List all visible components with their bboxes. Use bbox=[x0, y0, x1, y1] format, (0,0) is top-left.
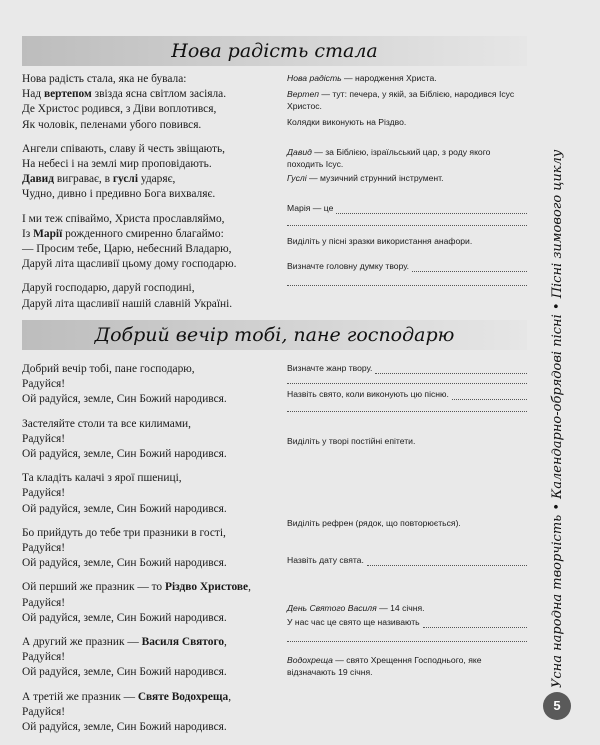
section-sidebar bbox=[530, 149, 570, 688]
song1-lyrics bbox=[22, 72, 272, 321]
note-vertep-joy: Нова радість — народження Христа. bbox=[287, 73, 437, 83]
lyric-line: Чудно, дивно і предивно Бога вихваляє. bbox=[22, 188, 216, 201]
lyric-line: Радуйся! bbox=[22, 705, 66, 718]
lyric-line: Ой радуйся, земле, Син Божий народився. bbox=[22, 721, 227, 734]
answer-line[interactable] bbox=[336, 205, 527, 214]
song2-stanza bbox=[22, 362, 272, 408]
answer-line[interactable] bbox=[287, 640, 527, 642]
lyric-line: Ой радуйся, земле, Син Божий народився. bbox=[22, 666, 227, 679]
question-holiday: Назвіть свято, коли виконують цю пісню. bbox=[287, 388, 527, 400]
lyric-line: Ой радуйся, земле, Син Божий народився. bbox=[22, 448, 227, 461]
question-other-name: У нас час це свято ще називають bbox=[287, 616, 527, 628]
answer-line[interactable] bbox=[367, 557, 527, 566]
question-refrain: Виділіть рефрен (рядок, що повторюється). bbox=[287, 518, 461, 528]
question-main-idea: Визначте головну думку твору. bbox=[287, 260, 527, 272]
song2-stanza bbox=[22, 417, 272, 463]
lyric-line: Радуйся! bbox=[22, 378, 66, 391]
song1-stanza bbox=[22, 212, 272, 273]
song2-stanza bbox=[22, 471, 272, 517]
song1-stanza bbox=[22, 72, 272, 133]
answer-line[interactable] bbox=[423, 619, 527, 628]
lyric-line: На небесі і на землі мир проповідають. bbox=[22, 158, 212, 171]
song1-title: Нова радість стала bbox=[171, 40, 378, 62]
section-caption: Усна народна творчість • Календарно-обрядові пісні • Пісні зимового циклу bbox=[550, 149, 565, 688]
answer-line[interactable] bbox=[287, 382, 527, 384]
lyric-line: Даруй літа щасливії цьому дому господарю. bbox=[22, 258, 237, 271]
answer-line[interactable] bbox=[287, 410, 527, 412]
lyric-line: Нова радість стала, яка не бувала: bbox=[22, 73, 187, 85]
lyric-line: Бо прийдуть до тебе три празники в гості, bbox=[22, 526, 226, 539]
answer-line[interactable] bbox=[375, 365, 527, 374]
question-epithets: Виділіть у творі постійні епітети. bbox=[287, 436, 416, 446]
song2-stanza bbox=[22, 580, 272, 626]
lyric-line: Ой радуйся, земле, Син Божий народився. bbox=[22, 611, 227, 624]
question-date: Назвіть дату свята. bbox=[287, 554, 527, 566]
question-anaphora: Виділіть у пісні зразки використання анафори. bbox=[287, 236, 473, 246]
page-number: 5 bbox=[543, 692, 571, 720]
lyric-line: Радуйся! bbox=[22, 432, 66, 445]
lyric-line: Як чоловік, пеленами убого повився. bbox=[22, 118, 202, 131]
lyric-line: І ми теж співаймо, Христа прославляймо, bbox=[22, 212, 225, 225]
lyric-line: Радуйся! bbox=[22, 542, 66, 555]
note-david: Давид — за Біблією, ізраїльський цар, з роду якого походить Ісус. bbox=[287, 147, 491, 169]
song1-stanza bbox=[22, 281, 272, 311]
lyric-line: Над вертепом звізда ясна світлом засіяла. bbox=[22, 88, 227, 101]
song2-stanza bbox=[22, 635, 272, 681]
answer-line[interactable] bbox=[287, 224, 527, 226]
note-vertep: Вертеп — тут: печера, у якій, за Біблією, народився Ісус Христос. bbox=[287, 89, 515, 111]
lyric-line: Давид виграває, в гуслі ударяє, bbox=[22, 173, 176, 186]
lyric-line: Ой радуйся, земле, Син Божий народився. bbox=[22, 393, 227, 406]
song2-stanza bbox=[22, 690, 272, 736]
note-kolyadky: Колядки виконують на Різдво. bbox=[287, 117, 407, 127]
lyric-line: А другий же празник — Василя Святого, bbox=[22, 636, 227, 649]
lyric-line: Де Христос родився, з Діви воплотився, bbox=[22, 103, 217, 116]
lyric-line: А третій же празник — Святе Водохреща, bbox=[22, 690, 232, 703]
answer-line[interactable] bbox=[412, 263, 527, 272]
song1-stanza bbox=[22, 142, 272, 203]
lyric-line: Радуйся! bbox=[22, 487, 66, 500]
note-husli: Гуслі — музичний струнний інструмент. bbox=[287, 173, 444, 183]
song2-stanza bbox=[22, 526, 272, 572]
lyric-line: Даруй господарю, даруй господині, bbox=[22, 282, 195, 295]
song2-lyrics bbox=[22, 362, 272, 744]
lyric-line: Ой радуйся, земле, Син Божий народився. bbox=[22, 557, 227, 570]
question-genre: Визначте жанр твору. bbox=[287, 362, 527, 374]
lyric-line: Ой радуйся, земле, Син Божий народився. bbox=[22, 502, 227, 515]
question-mariia: Марія — це bbox=[287, 202, 527, 214]
lyric-line: Даруй літа щасливії нашій славній Україні. bbox=[22, 297, 233, 310]
lyric-line: Радуйся! bbox=[22, 596, 66, 609]
lyric-line: Із Марії рожденного смиренно благаймо: bbox=[22, 227, 224, 240]
lyric-line: Та кладіть калачі з ярої пшениці, bbox=[22, 472, 182, 485]
lyric-line: Ангели співають, славу й честь звіщають, bbox=[22, 142, 226, 155]
answer-line[interactable] bbox=[287, 284, 527, 286]
note-vasyl-day: День Святого Василя — 14 січня. bbox=[287, 603, 425, 613]
lyric-line: Радуйся! bbox=[22, 651, 66, 664]
song2-title: Добрий вечір тобі, пане господарю bbox=[94, 324, 455, 346]
lyric-line: — Просим тебе, Царю, небесний Владарю, bbox=[22, 243, 232, 256]
note-vodokhreshcha: Водохреща — свято Хрещення Господнього, яке відзначають 19 січня. bbox=[287, 655, 482, 677]
answer-line[interactable] bbox=[452, 391, 527, 400]
lyric-line: Добрий вечір тобі, пане господарю, bbox=[22, 363, 195, 375]
lyric-line: Застеляйте столи та все килимами, bbox=[22, 417, 191, 430]
lyric-line: Ой перший же празник — то Різдво Христове, bbox=[22, 581, 251, 594]
